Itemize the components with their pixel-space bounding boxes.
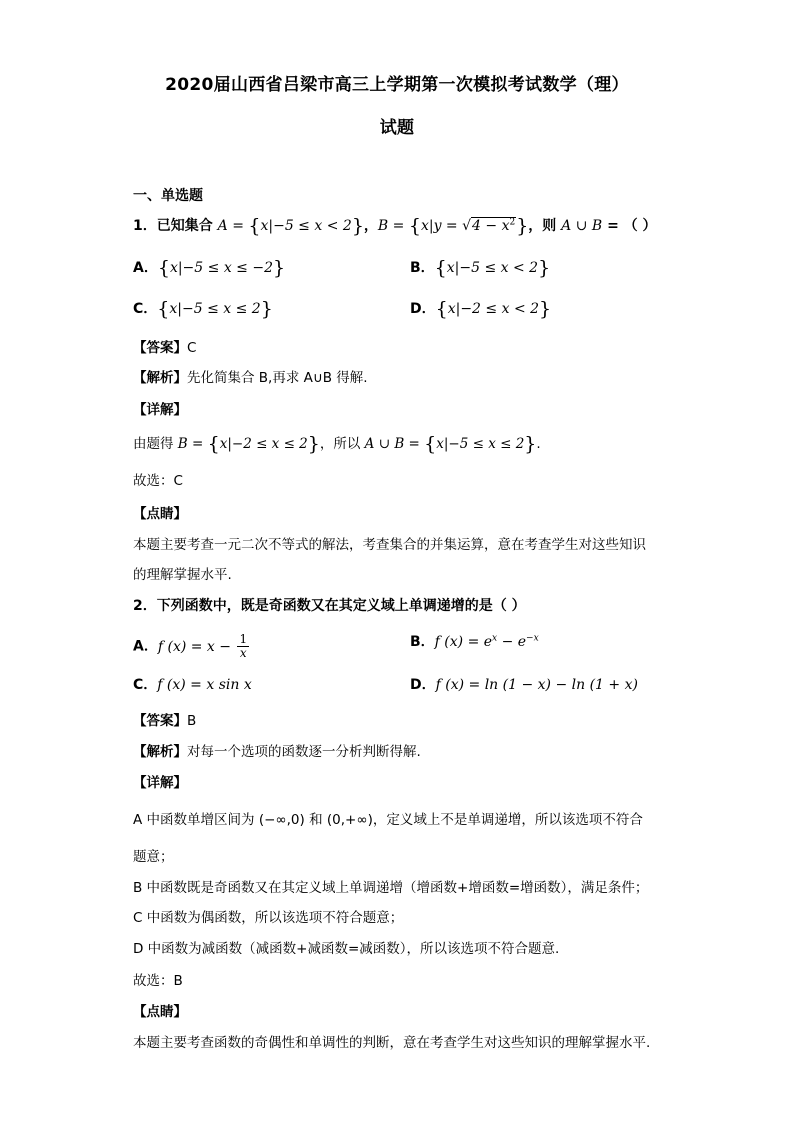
q2-detail-a-line1: A 中函数单增区间为 (−∞,0) 和 (0,+∞)，定义域上不是单调递增，所以该选项不符合	[133, 812, 643, 828]
q2-option-a-lhs: f (x) = x −	[157, 638, 236, 655]
q2-detail-b: B 中函数既是奇函数又在其定义域上单调递增（增函数+增函数=增函数），满足条件；	[133, 880, 649, 896]
q1-detail-b: B =	[177, 436, 208, 452]
q1-option-d: D．{x|−2 ≤ x < 2}	[410, 298, 552, 320]
q1-answer-value: C	[187, 340, 197, 356]
q1-set-b-y: y =	[433, 218, 463, 234]
q2-comment-heading	[133, 1003, 187, 1021]
q2-answer-value: B	[187, 713, 197, 729]
q1-set-b-x: x	[420, 218, 429, 234]
q1-comment-line2: 的理解掌握水平.	[133, 567, 232, 583]
q2-comment-tag: 【点睛】	[133, 1004, 187, 1020]
q1-detail-tag: 【详解】	[133, 402, 187, 418]
q2-detail-d: D 中函数为减函数（减函数+减函数=减函数），所以该选项不符合题意.	[133, 941, 560, 957]
q1-answer	[133, 339, 196, 357]
q1-option-b: B．{x|−5 ≤ x < 2}	[410, 257, 551, 279]
q1-analysis-text: 先化简集合 B,再求 A∪B 得解.	[187, 370, 368, 386]
q1-then: ，则	[528, 218, 562, 234]
q1-option-a-body: x|−5 ≤ x ≤ −2	[169, 260, 273, 276]
q1-blank: = （ ）	[602, 218, 657, 234]
q2-detail-tag: 【详解】	[133, 775, 187, 791]
q2-choose: 故选：B	[133, 973, 183, 989]
q2-option-c	[133, 676, 252, 694]
q1-set-b-sqrt: 4 − x	[472, 218, 510, 234]
q2-comment: 本题主要考查函数的奇偶性和单调性的判断，意在考查学生对这些知识的理解掌握水平.	[133, 1035, 651, 1051]
q2-option-b-body: f (x) = e	[434, 634, 493, 650]
q2-option-d-body: f (x) = ln (1 − x) − ln (1 + x)	[435, 677, 638, 693]
q1-option-c-label: C．	[133, 301, 158, 317]
q1-choose: 故选：C	[133, 473, 183, 489]
q2-option-a	[133, 633, 251, 660]
q1-union: A ∪ B	[561, 218, 603, 234]
q2-option-b	[410, 633, 539, 651]
q1-detail-prefix: 由题得	[133, 436, 178, 452]
q1-comment-line1: 本题主要考查一元二次不等式的解法，考查集合的并集运算，意在考查学生对这些知识	[133, 537, 646, 553]
q2-option-a-label: A．	[133, 638, 158, 655]
q2-option-a-frac-num: 1	[239, 632, 248, 646]
q1-option-a-label: A．	[133, 260, 158, 276]
q1-detail-line: 由题得 B = {x|−2 ≤ x ≤ 2}，所以 A ∪ B = {x|−5 ≤ x ≤ 2}.	[133, 433, 541, 455]
q1-detail-heading	[133, 401, 187, 419]
q1-option-c-body: x|−5 ≤ x ≤ 2	[169, 301, 261, 317]
q1-option-b-body: x|−5 ≤ x < 2	[446, 260, 539, 276]
q1-prefix: 1．已知集合	[133, 218, 218, 234]
q2-analysis-tag: 【解析】	[133, 744, 187, 760]
q2-answer-tag: 【答案】	[133, 713, 187, 729]
q1-answer-tag: 【答案】	[133, 340, 187, 356]
q2-stem: 2．下列函数中，既是奇函数又在其定义域上单调递增的是（ ）	[133, 598, 526, 614]
q2-option-c-body: f (x) = x sin x	[157, 677, 252, 693]
q2-option-d-label: D．	[410, 677, 436, 693]
q1-detail-end: .	[536, 436, 541, 452]
q1-set-a-body: x|−5 ≤ x < 2	[260, 218, 352, 234]
q1-comment-heading	[133, 505, 187, 523]
q2-option-b-mid: − e	[497, 634, 527, 650]
q2-option-d	[410, 676, 638, 694]
q1-set-a-name: A	[217, 218, 228, 234]
q2-detail-c: C 中函数为偶函数，所以该选项不符合题意；	[133, 910, 404, 926]
q2-option-b-sup2: −x	[526, 633, 539, 644]
q1-detail-b-body: x|−2 ≤ x ≤ 2	[219, 436, 308, 452]
q1-comment-tag: 【点睛】	[133, 506, 187, 522]
q1-detail-union-body: x|−5 ≤ x ≤ 2	[436, 436, 525, 452]
q2-option-b-sup1: x	[492, 633, 498, 644]
q1-option-d-body: x|−2 ≤ x < 2	[447, 301, 540, 317]
q2-option-a-fraction	[237, 633, 249, 660]
q1-option-d-label: D．	[410, 301, 436, 317]
q1-detail-mid: ，所以	[319, 436, 365, 452]
q2-analysis	[133, 743, 421, 761]
q2-detail-heading	[133, 774, 187, 792]
q1-analysis-tag: 【解析】	[133, 370, 187, 386]
section-heading: 一、单选题	[133, 188, 203, 204]
q2-option-b-label: B．	[410, 634, 435, 650]
q1-detail-union: A ∪ B =	[364, 436, 425, 452]
q2-analysis-text: 对每一个选项的函数逐一分析判断得解.	[187, 744, 421, 760]
q1-set-b-name: B	[377, 218, 389, 234]
q1-option-b-label: B．	[410, 260, 435, 276]
q2-answer	[133, 712, 196, 730]
q2-option-a-frac-den: x	[239, 646, 247, 660]
q1-analysis	[133, 369, 368, 387]
page-title-line1: 2020届山西省吕梁市高三上学期第一次模拟考试数学（理）	[165, 75, 629, 95]
q2-option-c-label: C．	[133, 677, 158, 693]
q1-option-a: A．{x|−5 ≤ x ≤ −2}	[133, 257, 286, 279]
q1-option-c: C．{x|−5 ≤ x ≤ 2}	[133, 298, 273, 320]
q1-stem: 1．已知集合 A = {x|−5 ≤ x < 2}，$B = \{x|y = √4 - x^2\}$，则 A ∪ B = （ ）	[133, 215, 657, 237]
q2-detail-a-line2: 题意；	[133, 849, 174, 865]
page-title-line2: 试题	[379, 118, 415, 138]
